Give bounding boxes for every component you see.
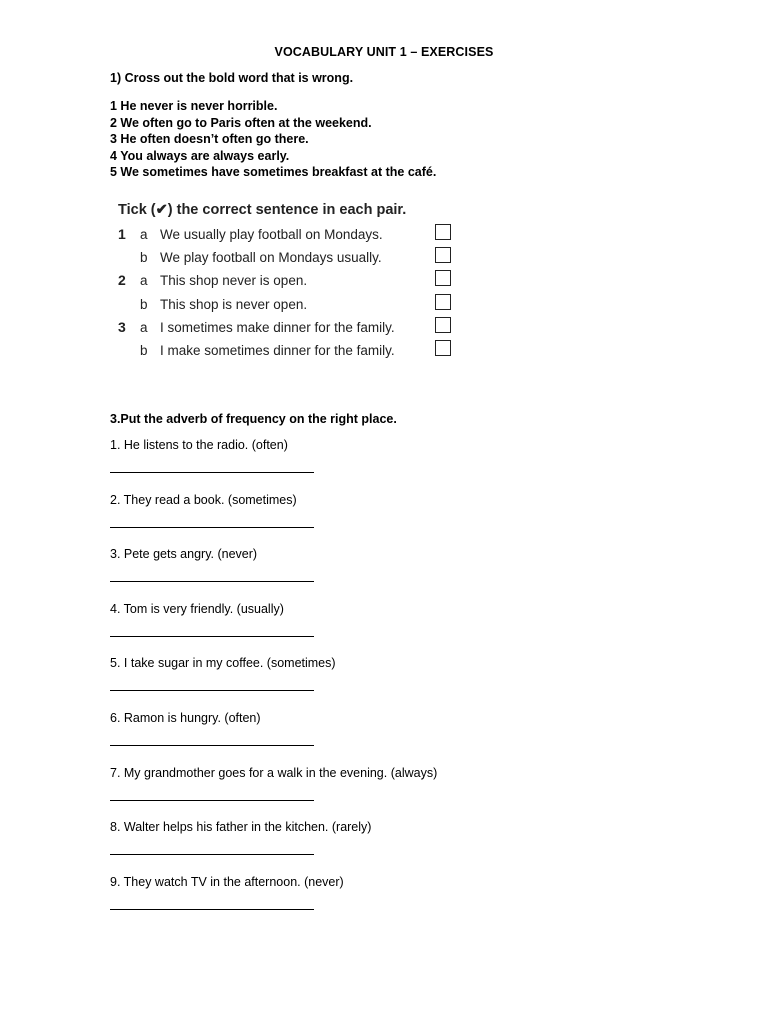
sentence-pair-row — [118, 339, 458, 362]
sentence-pair-row — [118, 316, 458, 339]
section1-item: 2 We often go to Paris often at the weekend. — [110, 115, 372, 130]
sentence-text: This shop never is open. — [160, 273, 308, 289]
exercise-question: 9. They watch TV in the afternoon. (never) — [110, 874, 344, 889]
pair-number: 2 — [118, 272, 126, 289]
answer-line[interactable] — [110, 909, 314, 910]
exercise-item — [110, 493, 530, 548]
answer-line[interactable] — [110, 581, 314, 582]
exercise-question: 3. Pete gets angry. (never) — [110, 547, 258, 562]
answer-line[interactable] — [110, 800, 314, 801]
tick-checkbox[interactable] — [435, 224, 451, 240]
tick-checkbox[interactable] — [435, 294, 451, 310]
answer-line[interactable] — [110, 636, 314, 637]
exercise-item — [110, 656, 530, 711]
sentence-pair-row — [118, 293, 458, 316]
page-title: VOCABULARY UNIT 1 – EXERCISES — [274, 45, 494, 59]
exercise-item — [110, 547, 530, 602]
sentence-text: This shop is never open. — [160, 296, 308, 312]
exercise-item — [110, 711, 530, 766]
exercise-item — [110, 766, 530, 821]
section1-list — [110, 98, 436, 181]
pair-number: 3 — [118, 318, 126, 335]
section2-heading: Tick (✔) the correct sentence in each pair. — [118, 202, 407, 218]
exercise-question: 4. Tom is very friendly. (usually) — [110, 601, 284, 616]
exercise-item — [110, 438, 530, 493]
exercise-question: 2. They read a book. (sometimes) — [110, 492, 297, 507]
option-letter: b — [140, 342, 148, 358]
tick-checkbox[interactable] — [435, 340, 451, 356]
sentence-pair-row — [118, 223, 458, 246]
option-letter: a — [140, 319, 148, 335]
sentence-text: We play football on Mondays usually. — [160, 250, 382, 266]
answer-line[interactable] — [110, 854, 314, 855]
option-letter: b — [140, 250, 148, 266]
exercise-item — [110, 820, 530, 875]
option-letter: a — [140, 227, 148, 242]
exercise-question: 5. I take sugar in my coffee. (sometimes) — [110, 656, 336, 671]
section3-list — [110, 438, 530, 929]
pair-number: 1 — [118, 226, 126, 242]
option-letter: a — [140, 273, 148, 289]
tick-checkbox[interactable] — [435, 317, 451, 333]
sentence-text: We usually play football on Mondays. — [160, 227, 383, 242]
section1-item: 5 We sometimes have sometimes breakfast at the café. — [110, 165, 437, 179]
exercise-question: 7. My grandmother goes for a walk in the evening. (always) — [110, 765, 438, 780]
exercise-question: 1. He listens to the radio. (often) — [110, 438, 288, 452]
answer-line[interactable] — [110, 745, 314, 746]
exercise-question: 8. Walter helps his father in the kitchen. (rarely) — [110, 820, 372, 835]
sentence-text: I make sometimes dinner for the family. — [160, 342, 395, 358]
sentence-text: I sometimes make dinner for the family. — [160, 319, 395, 335]
exercise-item — [110, 875, 530, 930]
exercise-item — [110, 602, 530, 657]
tick-checkbox[interactable] — [435, 247, 451, 263]
section2-tick-exercise — [118, 200, 458, 362]
answer-line[interactable] — [110, 690, 314, 691]
answer-line[interactable] — [110, 527, 314, 528]
section1-item: 1 He never is never horrible. — [110, 99, 278, 113]
answer-line[interactable] — [110, 472, 314, 473]
sentence-pair-row — [118, 246, 458, 269]
section1-heading: 1) Cross out the bold word that is wrong. — [110, 71, 354, 85]
section1-item: 4 You always are always early. — [110, 148, 290, 163]
tick-checkbox[interactable] — [435, 270, 451, 286]
exercise-question: 6. Ramon is hungry. (often) — [110, 710, 261, 725]
section1-item: 3 He often doesn’t often go there. — [110, 132, 309, 146]
option-letter: b — [140, 296, 148, 312]
section3-heading: 3.Put the adverb of frequency on the right place. — [110, 412, 397, 426]
sentence-pair-row — [118, 269, 458, 292]
